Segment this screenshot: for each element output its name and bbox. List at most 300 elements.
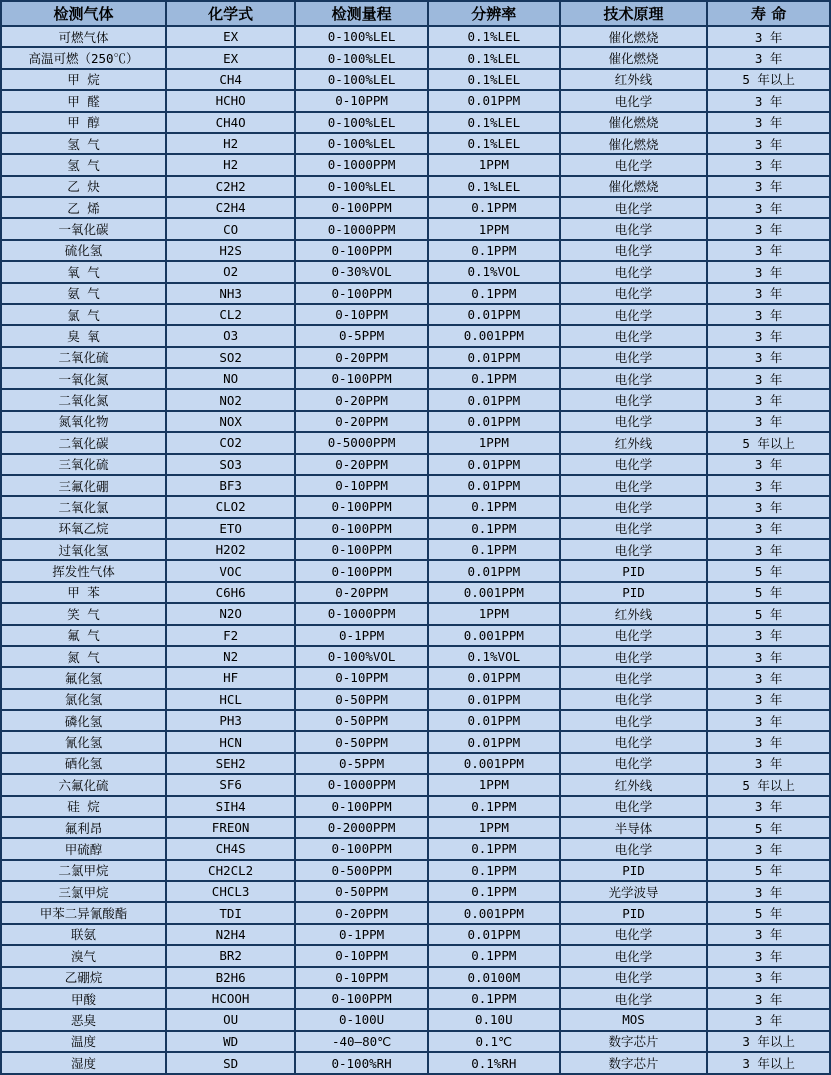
table-cell: 0.01PPM <box>428 304 560 325</box>
table-cell: 氰化氢 <box>1 731 166 752</box>
table-cell: FREON <box>166 817 295 838</box>
table-cell: NH3 <box>166 283 295 304</box>
column-header-resolution: 分辨率 <box>428 1 560 26</box>
table-row <box>1 90 830 111</box>
table-cell: CLO2 <box>166 496 295 517</box>
table-cell: 3 年 <box>707 90 830 111</box>
table-cell: 电化学 <box>560 753 708 774</box>
table-cell: 3 年 <box>707 753 830 774</box>
table-cell: 0-100PPM <box>295 988 428 1009</box>
table-cell: 3 年 <box>707 411 830 432</box>
table-cell: 0.01PPM <box>428 411 560 432</box>
table-cell: HF <box>166 667 295 688</box>
table-row <box>1 731 830 752</box>
table-cell: N2 <box>166 646 295 667</box>
table-cell: 0-100%VOL <box>295 646 428 667</box>
table-cell: 联氨 <box>1 924 166 945</box>
table-cell: 0-500PPM <box>295 860 428 881</box>
table-cell: 甲硫醇 <box>1 838 166 859</box>
table-cell: 电化学 <box>560 518 708 539</box>
table-cell: SO2 <box>166 347 295 368</box>
table-cell: 氢 气 <box>1 154 166 175</box>
table-cell: 甲 醛 <box>1 90 166 111</box>
table-cell: 0.01PPM <box>428 924 560 945</box>
table-row <box>1 69 830 90</box>
table-cell: 3 年 <box>707 967 830 988</box>
table-cell: 温度 <box>1 1031 166 1052</box>
table-cell: 红外线 <box>560 603 708 624</box>
table-cell: 电化学 <box>560 475 708 496</box>
table-row <box>1 283 830 304</box>
table-cell: 溴气 <box>1 945 166 966</box>
table-cell: 0-1000PPM <box>295 218 428 239</box>
table-cell: 催化燃烧 <box>560 176 708 197</box>
table-cell: SO3 <box>166 454 295 475</box>
table-cell: C2H2 <box>166 176 295 197</box>
table-cell: 3 年 <box>707 112 830 133</box>
table-cell: 3 年以上 <box>707 1031 830 1052</box>
table-row <box>1 753 830 774</box>
table-cell: 电化学 <box>560 924 708 945</box>
table-cell: 0.01PPM <box>428 347 560 368</box>
table-cell: C2H4 <box>166 197 295 218</box>
table-cell: 电化学 <box>560 368 708 389</box>
table-row <box>1 496 830 517</box>
table-cell: 0-30%VOL <box>295 261 428 282</box>
table-cell: 5 年 <box>707 582 830 603</box>
table-cell: 3 年 <box>707 689 830 710</box>
table-cell: 0-1PPM <box>295 625 428 646</box>
table-cell: 0-20PPM <box>295 389 428 410</box>
table-cell: 磷化氢 <box>1 710 166 731</box>
table-cell: 3 年 <box>707 667 830 688</box>
table-cell: 电化学 <box>560 218 708 239</box>
table-cell: 0.01PPM <box>428 454 560 475</box>
table-cell: 3 年 <box>707 283 830 304</box>
table-cell: 3 年 <box>707 176 830 197</box>
table-cell: NOX <box>166 411 295 432</box>
table-cell: 电化学 <box>560 796 708 817</box>
table-cell: 3 年 <box>707 881 830 902</box>
table-cell: 甲 醇 <box>1 112 166 133</box>
table-cell: 0.1%LEL <box>428 133 560 154</box>
table-cell: 0-1000PPM <box>295 603 428 624</box>
table-cell: 0-100%LEL <box>295 47 428 68</box>
table-cell: 0.1PPM <box>428 838 560 859</box>
table-cell: 0-100PPM <box>295 496 428 517</box>
table-cell: 5 年 <box>707 603 830 624</box>
table-row <box>1 881 830 902</box>
table-cell: 电化学 <box>560 539 708 560</box>
column-header-principle: 技术原理 <box>560 1 708 26</box>
table-cell: PID <box>560 902 708 923</box>
table-cell: 1PPM <box>428 218 560 239</box>
table-cell: 0-10PPM <box>295 475 428 496</box>
table-cell: 0-100%RH <box>295 1052 428 1074</box>
table-cell: 5 年 <box>707 817 830 838</box>
table-cell: 0.001PPM <box>428 902 560 923</box>
table-cell: 电化学 <box>560 304 708 325</box>
table-cell: 氯化氢 <box>1 689 166 710</box>
table-cell: 半导体 <box>560 817 708 838</box>
table-cell: 3 年 <box>707 154 830 175</box>
table-cell: 二氧化氯 <box>1 496 166 517</box>
table-cell: 0.1PPM <box>428 368 560 389</box>
table-cell: 电化学 <box>560 454 708 475</box>
table-cell: BR2 <box>166 945 295 966</box>
table-cell: 3 年 <box>707 796 830 817</box>
table-cell: 红外线 <box>560 774 708 795</box>
table-cell: 电化学 <box>560 261 708 282</box>
table-cell: 3 年 <box>707 389 830 410</box>
table-cell: 0.01PPM <box>428 475 560 496</box>
table-cell: 3 年 <box>707 518 830 539</box>
table-cell: 3 年 <box>707 646 830 667</box>
table-row <box>1 454 830 475</box>
table-cell: 硒化氢 <box>1 753 166 774</box>
table-row <box>1 1052 830 1074</box>
table-cell: 0-50PPM <box>295 689 428 710</box>
table-cell: 电化学 <box>560 731 708 752</box>
table-cell: 3 年 <box>707 710 830 731</box>
table-cell: 三氟化硼 <box>1 475 166 496</box>
table-cell: CO2 <box>166 432 295 453</box>
table-cell: 三氧化硫 <box>1 454 166 475</box>
table-row <box>1 838 830 859</box>
table-row <box>1 176 830 197</box>
table-cell: 甲 烷 <box>1 69 166 90</box>
table-cell: EX <box>166 26 295 47</box>
table-cell: 0-50PPM <box>295 881 428 902</box>
table-cell: HCOOH <box>166 988 295 1009</box>
table-cell: 电化学 <box>560 838 708 859</box>
table-cell: 氯 气 <box>1 304 166 325</box>
table-cell: ETO <box>166 518 295 539</box>
table-cell: 0.1PPM <box>428 496 560 517</box>
table-cell: 电化学 <box>560 667 708 688</box>
table-cell: 3 年 <box>707 625 830 646</box>
table-cell: 0.1%LEL <box>428 176 560 197</box>
table-cell: 氧 气 <box>1 261 166 282</box>
table-cell: 三氯甲烷 <box>1 881 166 902</box>
table-cell: 二氧化碳 <box>1 432 166 453</box>
table-cell: CHCL3 <box>166 881 295 902</box>
table-cell: HCL <box>166 689 295 710</box>
table-row <box>1 304 830 325</box>
table-cell: 一氧化氮 <box>1 368 166 389</box>
table-row <box>1 924 830 945</box>
table-cell: EX <box>166 47 295 68</box>
table-cell: PID <box>560 560 708 581</box>
table-cell: CO <box>166 218 295 239</box>
table-cell: 3 年 <box>707 838 830 859</box>
table-row <box>1 518 830 539</box>
table-cell: 0-100PPM <box>295 283 428 304</box>
table-cell: 1PPM <box>428 817 560 838</box>
table-cell: 电化学 <box>560 496 708 517</box>
table-cell: 0-10PPM <box>295 90 428 111</box>
table-cell: 乙 炔 <box>1 176 166 197</box>
table-cell: 0-5PPM <box>295 325 428 346</box>
table-cell: 电化学 <box>560 967 708 988</box>
table-row <box>1 347 830 368</box>
table-cell: CH4 <box>166 69 295 90</box>
table-cell: 0-20PPM <box>295 454 428 475</box>
table-cell: 数字芯片 <box>560 1052 708 1074</box>
table-cell: 催化燃烧 <box>560 133 708 154</box>
table-cell: 3 年 <box>707 304 830 325</box>
table-cell: 0-100PPM <box>295 539 428 560</box>
table-row <box>1 1009 830 1030</box>
table-cell: 高温可燃（250℃） <box>1 47 166 68</box>
table-cell: 电化学 <box>560 240 708 261</box>
table-row <box>1 240 830 261</box>
table-cell: 3 年 <box>707 325 830 346</box>
table-cell: O2 <box>166 261 295 282</box>
table-cell: 电化学 <box>560 689 708 710</box>
table-cell: 笑 气 <box>1 603 166 624</box>
table-row <box>1 817 830 838</box>
table-cell: 0.1℃ <box>428 1031 560 1052</box>
table-cell: 0-100PPM <box>295 368 428 389</box>
table-cell: 氟化氢 <box>1 667 166 688</box>
table-cell: 0.1PPM <box>428 283 560 304</box>
table-cell: 氮氧化物 <box>1 411 166 432</box>
table-cell: 0-2000PPM <box>295 817 428 838</box>
table-cell: 3 年 <box>707 1009 830 1030</box>
table-cell: 0-10PPM <box>295 967 428 988</box>
table-cell: C6H6 <box>166 582 295 603</box>
table-cell: 电化学 <box>560 389 708 410</box>
table-cell: 0.01PPM <box>428 389 560 410</box>
column-header-gas: 检测气体 <box>1 1 166 26</box>
table-cell: 二氧化氮 <box>1 389 166 410</box>
table-cell: 0-10PPM <box>295 945 428 966</box>
table-cell: HCN <box>166 731 295 752</box>
table-cell: 3 年 <box>707 945 830 966</box>
table-cell: 3 年 <box>707 539 830 560</box>
table-cell: 0-20PPM <box>295 582 428 603</box>
table-cell: 0.1PPM <box>428 539 560 560</box>
table-body <box>1 26 830 1074</box>
table-cell: 二氧化硫 <box>1 347 166 368</box>
table-row <box>1 389 830 410</box>
table-cell: 0.001PPM <box>428 625 560 646</box>
table-cell: 3 年 <box>707 133 830 154</box>
table-cell: N2O <box>166 603 295 624</box>
table-cell: 甲酸 <box>1 988 166 1009</box>
table-cell: 硫化氢 <box>1 240 166 261</box>
table-cell: 0.1%VOL <box>428 261 560 282</box>
table-cell: 0-1PPM <box>295 924 428 945</box>
table-cell: WD <box>166 1031 295 1052</box>
table-cell: 六氟化硫 <box>1 774 166 795</box>
table-cell: NO <box>166 368 295 389</box>
table-cell: 0-100PPM <box>295 197 428 218</box>
table-cell: 0-1000PPM <box>295 154 428 175</box>
table-cell: 3 年 <box>707 454 830 475</box>
table-cell: -40—80℃ <box>295 1031 428 1052</box>
table-cell: 0.01PPM <box>428 710 560 731</box>
table-cell: O3 <box>166 325 295 346</box>
table-cell: H2O2 <box>166 539 295 560</box>
column-header-range: 检测量程 <box>295 1 428 26</box>
table-cell: SEH2 <box>166 753 295 774</box>
table-cell: 3 年 <box>707 197 830 218</box>
table-cell: 0.001PPM <box>428 582 560 603</box>
table-cell: H2 <box>166 133 295 154</box>
table-cell: 0.1PPM <box>428 197 560 218</box>
table-cell: 氟利昂 <box>1 817 166 838</box>
table-cell: 电化学 <box>560 347 708 368</box>
table-cell: 0.1%LEL <box>428 47 560 68</box>
table-cell: 3 年 <box>707 475 830 496</box>
table-cell: 5 年 <box>707 902 830 923</box>
table-cell: 5 年以上 <box>707 432 830 453</box>
table-row <box>1 432 830 453</box>
table-cell: OU <box>166 1009 295 1030</box>
table-cell: 挥发性气体 <box>1 560 166 581</box>
table-cell: PID <box>560 860 708 881</box>
table-cell: 0.1PPM <box>428 860 560 881</box>
table-cell: 0-100PPM <box>295 560 428 581</box>
table-row <box>1 689 830 710</box>
table-cell: 氢 气 <box>1 133 166 154</box>
table-row <box>1 325 830 346</box>
table-row <box>1 411 830 432</box>
table-cell: 可燃气体 <box>1 26 166 47</box>
table-cell: 甲苯二异氰酸酯 <box>1 902 166 923</box>
table-cell: NO2 <box>166 389 295 410</box>
table-cell: 数字芯片 <box>560 1031 708 1052</box>
table-cell: 电化学 <box>560 625 708 646</box>
table-cell: 1PPM <box>428 603 560 624</box>
table-cell: 0-50PPM <box>295 710 428 731</box>
table-cell: 0-100%LEL <box>295 133 428 154</box>
table-cell: 0.1%LEL <box>428 112 560 133</box>
table-cell: 0-100PPM <box>295 518 428 539</box>
table-cell: 0.01PPM <box>428 731 560 752</box>
table-cell: 0.1%LEL <box>428 69 560 90</box>
table-cell: TDI <box>166 902 295 923</box>
table-cell: 电化学 <box>560 90 708 111</box>
table-cell: 0-100%LEL <box>295 112 428 133</box>
table-row <box>1 902 830 923</box>
table-cell: 1PPM <box>428 154 560 175</box>
table-cell: 0-20PPM <box>295 347 428 368</box>
table-cell: 催化燃烧 <box>560 112 708 133</box>
table-cell: 3 年 <box>707 240 830 261</box>
table-row <box>1 261 830 282</box>
table-cell: 红外线 <box>560 432 708 453</box>
table-cell: 氮 气 <box>1 646 166 667</box>
table-cell: SD <box>166 1052 295 1074</box>
table-cell: 5 年以上 <box>707 69 830 90</box>
table-cell: 3 年以上 <box>707 1052 830 1074</box>
table-cell: 恶臭 <box>1 1009 166 1030</box>
table-row <box>1 945 830 966</box>
table-cell: 0.01PPM <box>428 560 560 581</box>
table-cell: 0.1PPM <box>428 796 560 817</box>
table-row <box>1 47 830 68</box>
table-cell: 0.0100M <box>428 967 560 988</box>
table-row <box>1 112 830 133</box>
table-row <box>1 646 830 667</box>
table-row <box>1 582 830 603</box>
table-cell: 电化学 <box>560 411 708 432</box>
table-row <box>1 625 830 646</box>
table-cell: 0-100%LEL <box>295 69 428 90</box>
table-cell: CH2CL2 <box>166 860 295 881</box>
table-cell: 0-20PPM <box>295 411 428 432</box>
table-cell: 0.01PPM <box>428 90 560 111</box>
table-cell: 0.1PPM <box>428 945 560 966</box>
table-cell: 电化学 <box>560 710 708 731</box>
table-cell: PID <box>560 582 708 603</box>
table-cell: 电化学 <box>560 325 708 346</box>
table-row <box>1 796 830 817</box>
table-cell: 催化燃烧 <box>560 26 708 47</box>
table-cell: VOC <box>166 560 295 581</box>
table-cell: 3 年 <box>707 261 830 282</box>
header-row <box>1 1 830 26</box>
table-cell: 0.001PPM <box>428 325 560 346</box>
table-row <box>1 774 830 795</box>
table-row <box>1 860 830 881</box>
table-row <box>1 667 830 688</box>
table-cell: 5 年以上 <box>707 774 830 795</box>
table-cell: 5 年 <box>707 560 830 581</box>
table-cell: 0-50PPM <box>295 731 428 752</box>
table-cell: 0.001PPM <box>428 753 560 774</box>
table-cell: 0.1PPM <box>428 988 560 1009</box>
table-cell: 0-10PPM <box>295 667 428 688</box>
table-cell: 电化学 <box>560 197 708 218</box>
table-cell: 0-1000PPM <box>295 774 428 795</box>
table-cell: 0-5000PPM <box>295 432 428 453</box>
table-row <box>1 560 830 581</box>
table-cell: 0-100%LEL <box>295 26 428 47</box>
table-cell: 0-20PPM <box>295 902 428 923</box>
table-cell: 光学波导 <box>560 881 708 902</box>
table-cell: 电化学 <box>560 154 708 175</box>
table-cell: B2H6 <box>166 967 295 988</box>
table-cell: 3 年 <box>707 218 830 239</box>
table-cell: H2 <box>166 154 295 175</box>
table-cell: 过氧化氢 <box>1 539 166 560</box>
table-cell: 0-10PPM <box>295 304 428 325</box>
table-cell: 0-5PPM <box>295 753 428 774</box>
table-cell: 环氧乙烷 <box>1 518 166 539</box>
table-cell: 二氯甲烷 <box>1 860 166 881</box>
table-cell: 电化学 <box>560 945 708 966</box>
table-cell: PH3 <box>166 710 295 731</box>
table-row <box>1 710 830 731</box>
table-row <box>1 197 830 218</box>
table-cell: 0-100PPM <box>295 838 428 859</box>
table-cell: 电化学 <box>560 283 708 304</box>
table-cell: 0-100PPM <box>295 796 428 817</box>
table-cell: HCHO <box>166 90 295 111</box>
table-cell: 0.1%LEL <box>428 26 560 47</box>
table-cell: 1PPM <box>428 432 560 453</box>
table-cell: BF3 <box>166 475 295 496</box>
table-cell: 电化学 <box>560 646 708 667</box>
table-row <box>1 475 830 496</box>
table-cell: SIH4 <box>166 796 295 817</box>
table-cell: 氟 气 <box>1 625 166 646</box>
table-cell: 硅 烷 <box>1 796 166 817</box>
